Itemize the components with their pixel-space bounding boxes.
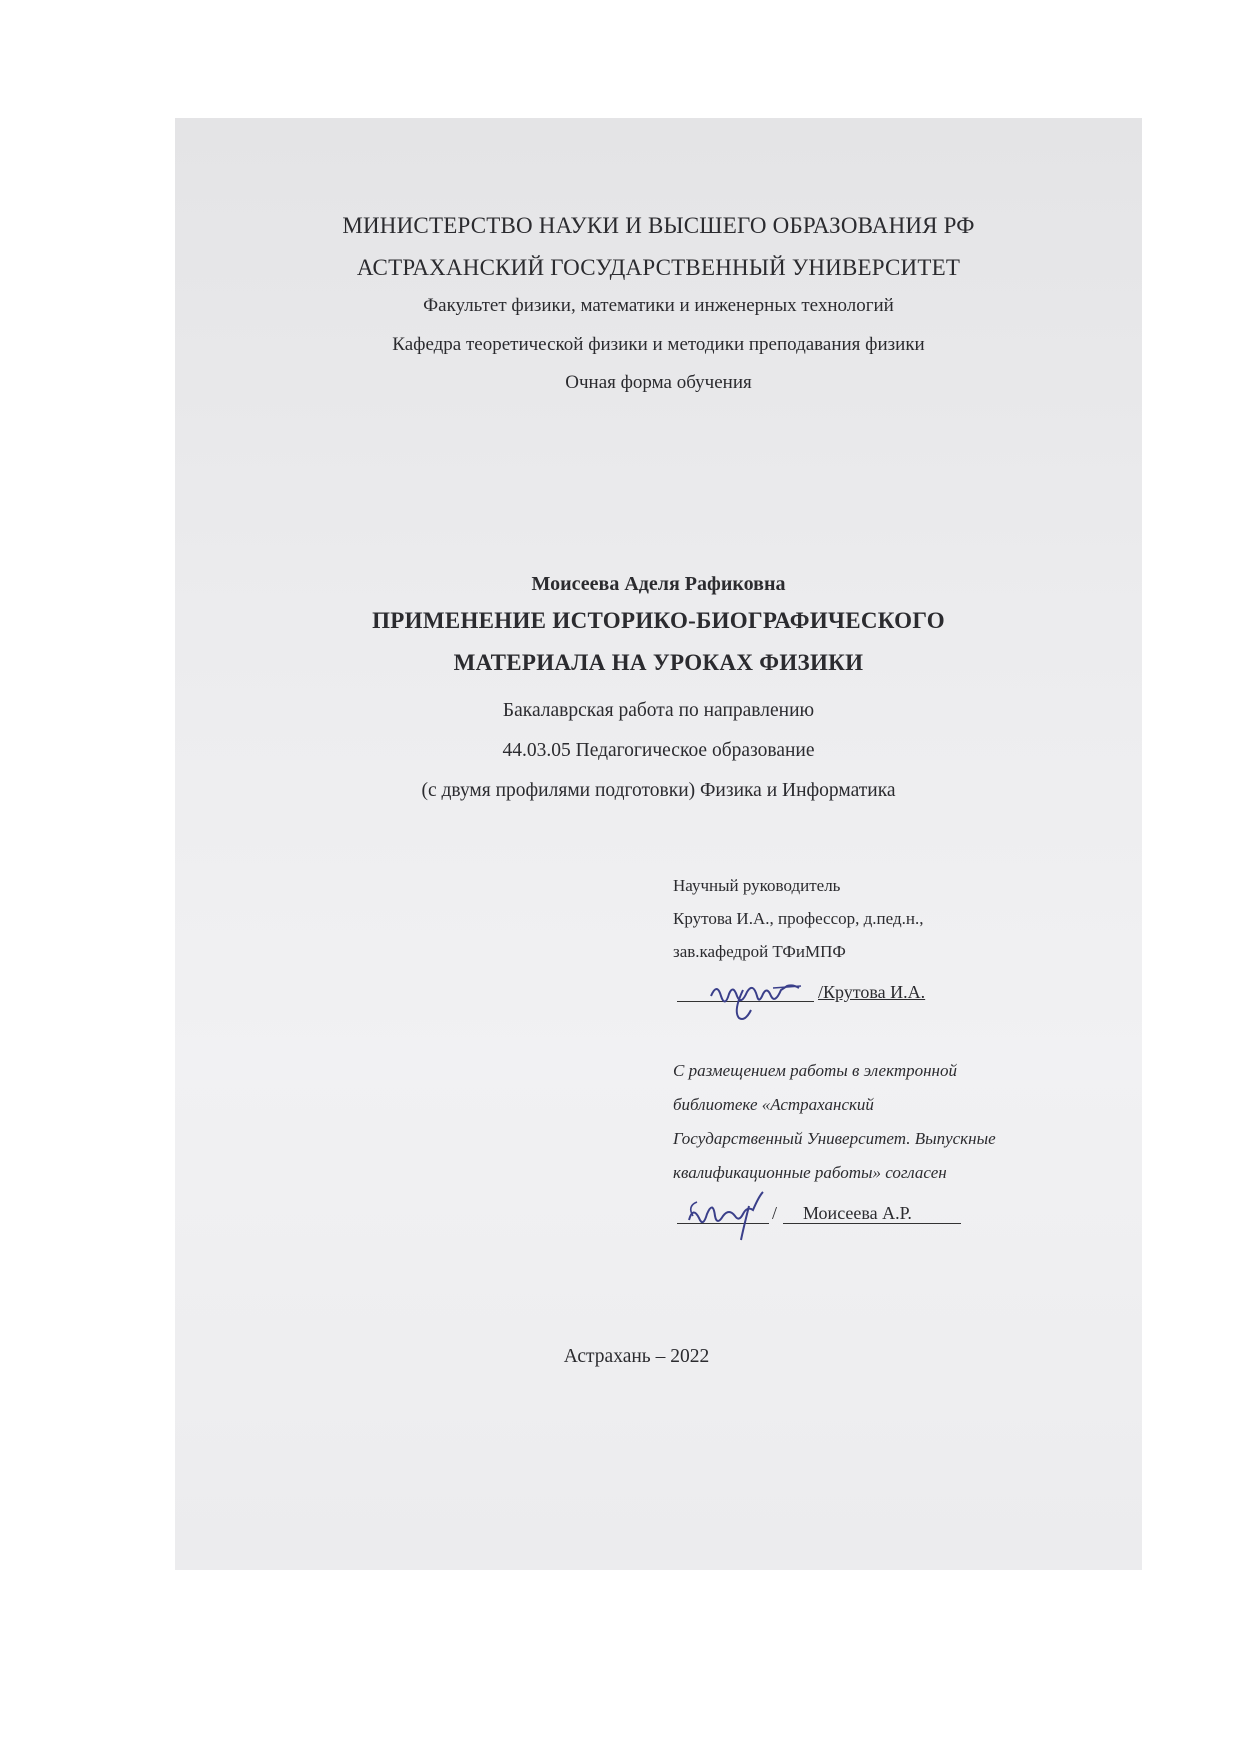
ministry-heading: МИНИСТЕРСТВО НАУКИ И ВЫСШЕГО ОБРАЗОВАНИЯ РФ [342,213,975,238]
document-photo [175,118,1142,1570]
city-year: Астрахань – 2022 [563,1346,710,1367]
work-profiles: (с двумя профилями подготовки) Физика и Информатика [421,780,896,801]
consent-line-4: квалификационные работы» согласен [673,1163,947,1182]
supervisor-signature [703,966,813,1026]
author-signature [683,1186,773,1246]
university-heading: АСТРАХАНСКИЙ ГОСУДАРСТВЕННЫЙ УНИВЕРСИТЕТ [356,255,961,280]
study-form-line: Очная форма обучения [565,372,752,393]
work-type: Бакалаврская работа по направлению [502,700,815,721]
work-title-line-2: МАТЕРИАЛА НА УРОКАХ ФИЗИКИ [453,650,864,675]
supervisor-signature-name: /Крутова И.А. [818,982,926,1002]
consent-line-1: С размещением работы в электронной [673,1061,957,1080]
department-line: Кафедра теоретической физики и методики преподавания физики [392,334,925,355]
consent-separator: / [772,1203,778,1223]
supervisor-label: Научный руководитель [673,876,841,895]
faculty-line: Факультет физики, математики и инженерных технологий [423,295,894,316]
work-direction: 44.03.05 Педагогическое образование [502,740,815,761]
consent-line-3: Государственный Университет. Выпускные [673,1129,996,1148]
supervisor-details-2: зав.кафедрой ТФиМПФ [673,942,846,961]
author-name: Моисеева Аделя Рафиковна [531,573,786,595]
work-title-line-1: ПРИМЕНЕНИЕ ИСТОРИКО-БИОГРАФИЧЕСКОГО [372,608,945,633]
consent-line-2: библиотеке «Астраханский [673,1095,874,1114]
supervisor-details-1: Крутова И.А., профессор, д.пед.н., [673,909,924,928]
author-signature-name: Моисеева А.Р. [803,1203,912,1223]
